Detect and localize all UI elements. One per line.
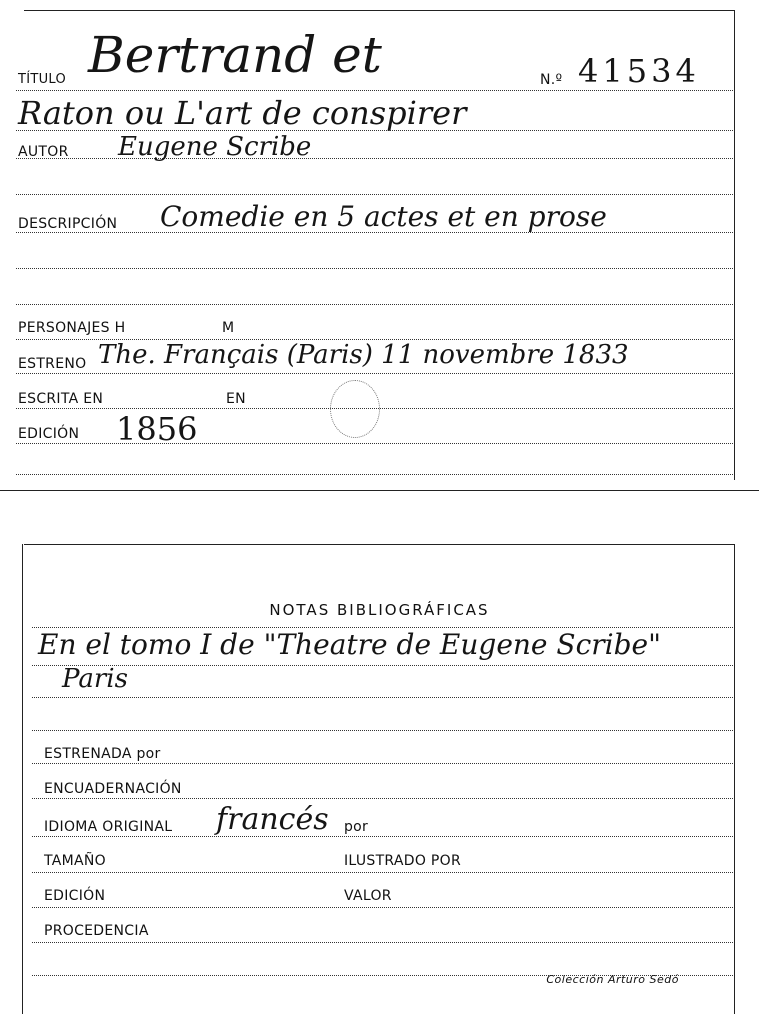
catalog-card-top — [0, 0, 759, 500]
edicion-label-2: EDICIÓN — [44, 888, 106, 904]
autor-label: AUTOR — [18, 144, 69, 160]
personajes-m-label: M — [222, 320, 235, 336]
ruled-line — [16, 268, 733, 269]
ruled-line — [32, 665, 733, 666]
procedencia-label: PROCEDENCIA — [44, 923, 149, 939]
ruled-line — [16, 194, 733, 195]
ruled-line — [32, 763, 733, 764]
estreno-value: The. Français (Paris) 11 novembre 1833 — [98, 340, 629, 370]
encuadernacion-label: ENCUADERNACIÓN — [44, 781, 182, 797]
card-border — [24, 544, 735, 545]
notas-bibliograficas-title: NOTAS BIBLIOGRÁFICAS — [269, 601, 490, 619]
escrita-label: ESCRITA EN — [18, 391, 104, 407]
ruled-line — [32, 907, 733, 908]
autor-value: Eugene Scribe — [118, 132, 312, 162]
card-border — [24, 10, 735, 11]
valor-label: VALOR — [344, 888, 392, 904]
titulo-value-line2: Raton ou L'art de conspirer — [18, 94, 467, 132]
catalog-card-bottom — [0, 540, 759, 1028]
notas-value-line2: Paris — [62, 664, 128, 694]
escrita-en-label: EN — [226, 391, 246, 407]
ruled-line — [16, 373, 733, 374]
idioma-value: francés — [216, 802, 329, 837]
ruled-line — [32, 872, 733, 873]
ruled-line — [16, 90, 733, 91]
notas-value-line1: En el tomo I de "Theatre de Eugene Scribe" — [38, 628, 661, 661]
card-border — [734, 10, 735, 480]
personajes-label: PERSONAJES H — [18, 320, 126, 336]
estrenada-label: ESTRENADA por — [44, 746, 161, 762]
ruled-line — [32, 730, 733, 731]
descripcion-value: Comedie en 5 actes et en prose — [160, 200, 607, 233]
ruled-line — [32, 942, 733, 943]
edicion-label: EDICIÓN — [18, 426, 80, 442]
collection-footer: Colección Arturo Sedó — [546, 973, 679, 986]
ruled-line — [16, 474, 733, 475]
titulo-label: TÍTULO — [18, 72, 67, 87]
idioma-label: IDIOMA ORIGINAL — [44, 819, 173, 835]
ruled-line — [32, 798, 733, 799]
ruled-line — [32, 836, 733, 837]
ilustrado-label: ILUSTRADO POR — [344, 853, 461, 869]
edicion-value: 1856 — [116, 410, 198, 448]
titulo-value-line1: Bertrand et — [88, 26, 382, 84]
ruled-line — [32, 697, 733, 698]
por-label: por — [344, 819, 369, 835]
ruled-line — [16, 304, 733, 305]
estreno-label: ESTRENO — [18, 356, 87, 372]
tamano-label: TAMAÑO — [44, 853, 106, 869]
descripcion-label: DESCRIPCIÓN — [18, 216, 118, 232]
numero-label: N.º — [540, 72, 563, 88]
punch-hole-mark — [330, 380, 380, 438]
card-separator — [0, 490, 759, 491]
numero-value: 41534 — [578, 52, 700, 90]
